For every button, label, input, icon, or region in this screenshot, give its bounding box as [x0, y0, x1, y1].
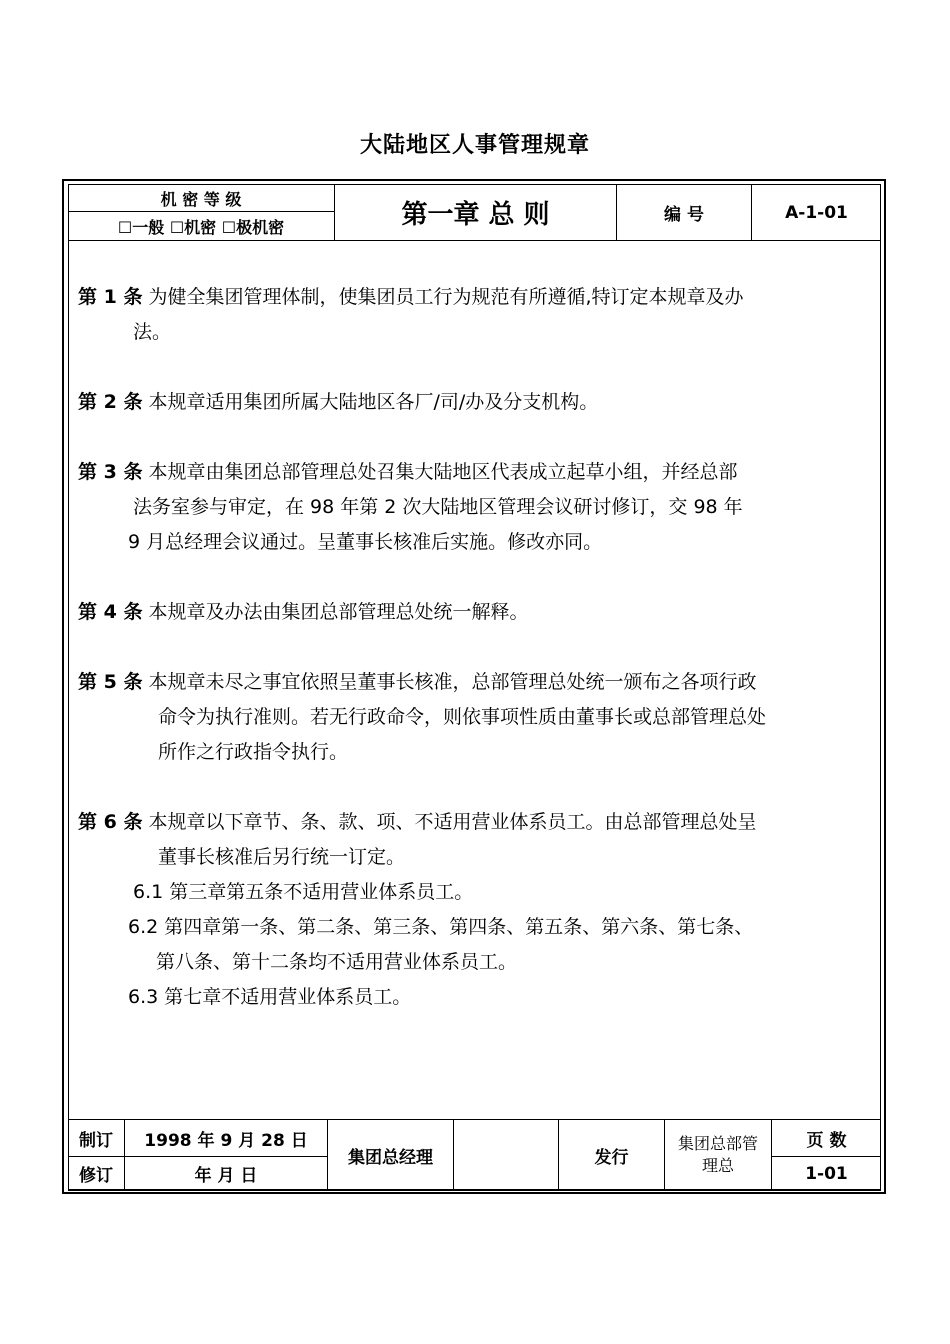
issue-label: 发行 [594, 1147, 629, 1168]
approver-label: 集团总经理 [348, 1147, 433, 1168]
article-line: 为健全集团管理体制，使集团员工行为规范有所遵循,特订定本规章及办 [148, 286, 744, 308]
footer-bottom-line [68, 1190, 881, 1191]
article-1 [78, 280, 878, 350]
number-label: 编 号 [664, 205, 704, 225]
subitem: 6.1 第三章第五条不适用营业体系员工。 [133, 881, 474, 903]
article-line: 董事长核准后另行统一订定。 [158, 846, 406, 868]
article-line: 本规章未尽之事宜依照呈董事长核准，总部管理总处统一颁布之各项行政 [148, 671, 757, 693]
article-4 [78, 595, 878, 630]
articles-body [78, 280, 878, 1050]
article-line: 9 月总经理会议通过。呈董事长核准后实施。修改亦同。 [128, 531, 603, 553]
pages-value: 1-01 [805, 1163, 848, 1184]
document-title: 大陆地区人事管理规章 [359, 133, 590, 158]
article-label: 第 3 条 [78, 461, 143, 483]
article-line: 本规章及办法由集团总部管理总处统一解释。 [148, 601, 529, 623]
article-line: 本规章适用集团所属大陆地区各厂/司/办及分支机构。 [148, 391, 599, 413]
article-label: 第 4 条 [78, 601, 143, 623]
article-label: 第 1 条 [78, 286, 143, 308]
subitem: 6.3 第七章不适用营业体系员工。 [128, 986, 412, 1008]
enact-date: 1998 年 9 月 28 日 [144, 1130, 308, 1151]
article-label: 第 2 条 [78, 391, 143, 413]
article-label: 第 6 条 [78, 811, 143, 833]
footer-divider-5 [664, 1119, 665, 1190]
article-label: 第 5 条 [78, 671, 143, 693]
article-line: 命令为执行准则。若无行政命令，则依事项性质由董事长或总部管理总处 [158, 706, 767, 728]
article-line: 法务室参与审定，在 98 年第 2 次大陆地区管理会议研讨修订，交 98 年 [133, 496, 743, 518]
subitem: 第八条、第十二条均不适用营业体系员工。 [156, 951, 518, 973]
article-2 [78, 385, 878, 420]
secrecy-options: ☐一般 ☐机密 ☐极机密 [117, 217, 285, 237]
article-line: 所作之行政指令执行。 [158, 741, 349, 763]
subitem: 6.2 第四章第一条、第二条、第三条、第四条、第五条、第六条、第七条、 [128, 916, 754, 938]
article-5 [78, 665, 878, 770]
issuer: 集团总部管理总 [677, 1134, 758, 1175]
secrecy-label: 机 密 等 级 [160, 189, 242, 209]
header-bottom-line [68, 240, 881, 241]
revise-date: 年 月 日 [194, 1166, 258, 1186]
number-value: A-1-01 [785, 202, 848, 223]
pages-label: 页 数 [806, 1130, 847, 1151]
article-line: 本规章以下章节、条、款、项、不适用营业体系员工。由总部管理总处呈 [148, 811, 757, 833]
article-6 [78, 805, 878, 1015]
article-3 [78, 455, 878, 560]
article-line: 本规章由集团总部管理总处召集大陆地区代表成立起草小组，并经总部 [148, 461, 738, 483]
enact-label: 制订 [79, 1130, 113, 1151]
article-line: 法。 [133, 321, 172, 343]
chapter-title: 第一章 总 则 [401, 200, 550, 230]
approver-value [454, 1120, 558, 1190]
revise-label: 修订 [79, 1166, 113, 1186]
